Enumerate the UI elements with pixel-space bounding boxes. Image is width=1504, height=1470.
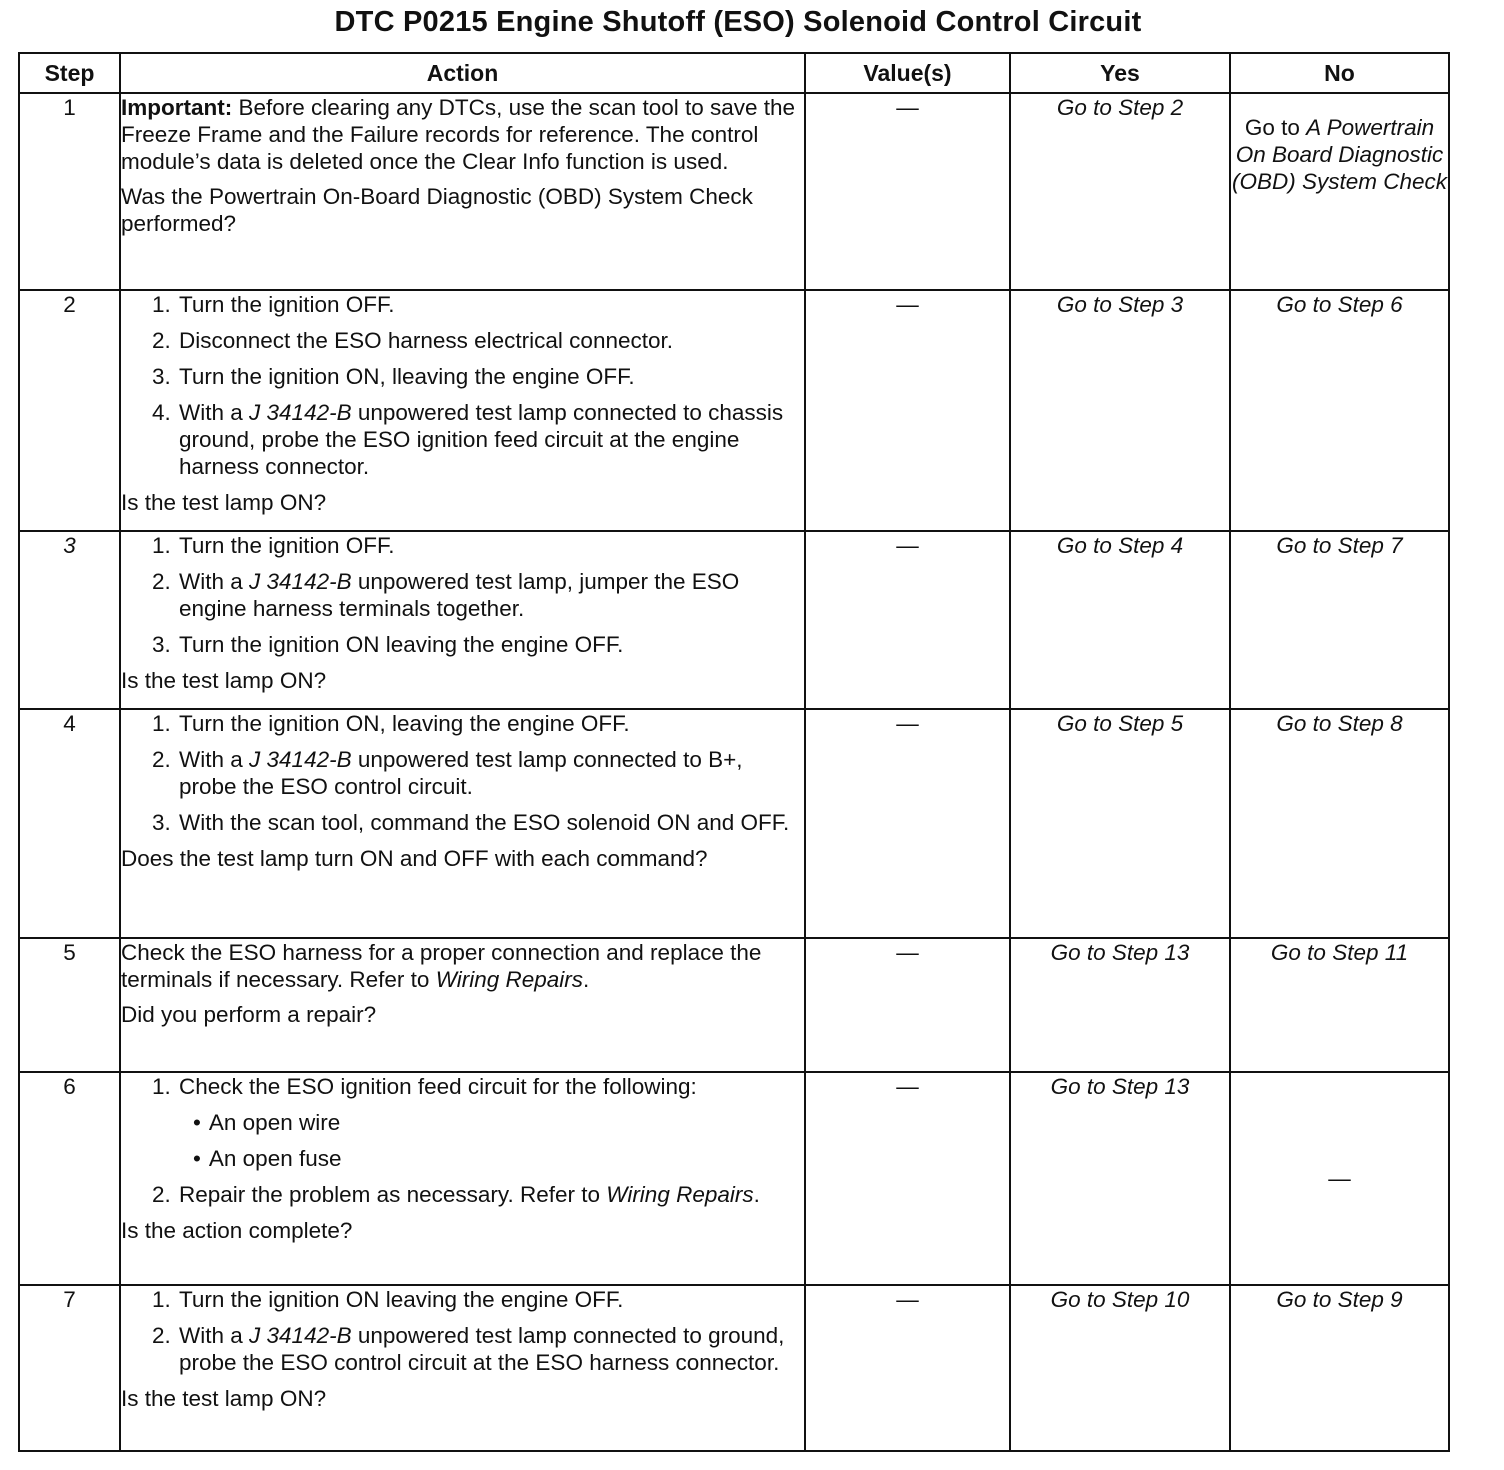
column-header-values: Value(s) bbox=[805, 53, 1010, 93]
column-header-yes: Yes bbox=[1010, 53, 1230, 93]
item-text: With a bbox=[179, 747, 250, 772]
yes-link[interactable]: Go to Step 10 bbox=[1010, 1285, 1230, 1451]
reference-text: Wiring Repairs bbox=[606, 1182, 754, 1207]
value-cell: — bbox=[805, 709, 1010, 938]
reference-text: Wiring Repairs bbox=[435, 967, 584, 992]
value-cell: — bbox=[805, 1285, 1010, 1451]
bullet-item: • An open fuse bbox=[209, 1145, 804, 1172]
action-cell bbox=[120, 93, 805, 290]
table-row bbox=[19, 709, 1449, 938]
no-link[interactable]: Go to Step 6 bbox=[1230, 290, 1449, 531]
step-number: 2 bbox=[19, 290, 120, 531]
instruction-text: . bbox=[583, 967, 590, 992]
value-cell: — bbox=[805, 93, 1010, 290]
table-row bbox=[19, 1285, 1449, 1451]
procedure-list bbox=[121, 1286, 804, 1376]
procedure-list bbox=[121, 532, 804, 658]
column-header-step: Step bbox=[19, 53, 120, 93]
procedure-item: 3. With the scan tool, command the ESO solenoid ON and OFF. bbox=[177, 809, 804, 836]
table-row bbox=[19, 93, 1449, 290]
procedure-item: 1. Turn the ignition ON, leaving the engine OFF. bbox=[177, 710, 804, 737]
bullet-item: • An open wire bbox=[209, 1109, 804, 1136]
yes-link[interactable]: Go to Step 2 bbox=[1010, 93, 1230, 290]
procedure-item: 2. Disconnect the ESO harness electrical connector. bbox=[177, 327, 804, 354]
value-cell: — bbox=[805, 531, 1010, 709]
step-number: 3 bbox=[19, 531, 120, 709]
bullet-list bbox=[179, 1109, 804, 1172]
tool-ref: J 34142-B bbox=[249, 747, 352, 772]
item-text: . bbox=[753, 1182, 760, 1207]
yes-link[interactable]: Go to Step 13 bbox=[1010, 938, 1230, 1072]
no-link[interactable]: Go to Step 11 bbox=[1230, 938, 1449, 1072]
item-text: unpowered test lamp connected to chassis ground, probe the ESO ignition feed circuit at the engine harness connector. bbox=[179, 400, 784, 479]
step-question: Is the test lamp ON? bbox=[121, 1386, 327, 1411]
step-number: 4 bbox=[19, 709, 120, 938]
procedure-item: 3. Turn the ignition ON, lleaving the engine OFF. bbox=[177, 363, 804, 390]
step-question: Is the test lamp ON? bbox=[121, 668, 327, 693]
procedure-item bbox=[177, 1322, 804, 1376]
no-link[interactable] bbox=[1230, 93, 1449, 290]
action-cell bbox=[120, 1285, 805, 1451]
action-cell bbox=[120, 709, 805, 938]
table-row bbox=[19, 1072, 1449, 1285]
diagnostic-table bbox=[18, 52, 1450, 1452]
value-cell: — bbox=[805, 290, 1010, 531]
step-number: 6 bbox=[19, 1072, 120, 1285]
tool-ref: J 34142-B bbox=[249, 400, 352, 425]
procedure-item bbox=[177, 746, 804, 800]
table-row bbox=[19, 290, 1449, 531]
important-text: Before clearing any DTCs, use the scan tool to save the Freeze Frame and the Failure records for reference. The control module’s data is deleted once the Clear Info function is used. bbox=[121, 95, 796, 174]
no-link[interactable]: Go to Step 8 bbox=[1230, 709, 1449, 938]
procedure-item: 1. Turn the ignition OFF. bbox=[177, 532, 804, 559]
instruction-text: Check the ESO harness for a proper connection and replace the terminals if necessary. Refer to bbox=[121, 940, 762, 992]
step-number: 1 bbox=[19, 93, 120, 290]
item-text: With a bbox=[179, 400, 250, 425]
procedure-list bbox=[121, 291, 804, 480]
page-title: DTC P0215 Engine Shutoff (ESO) Solenoid Control Circuit bbox=[334, 6, 1142, 38]
no-link-prefix: Go to bbox=[1244, 115, 1307, 140]
important-label: Important: bbox=[121, 95, 233, 120]
procedure-item bbox=[177, 399, 804, 480]
step-number: 7 bbox=[19, 1285, 120, 1451]
procedure-list bbox=[121, 1073, 804, 1208]
action-cell bbox=[120, 1072, 805, 1285]
action-cell bbox=[120, 531, 805, 709]
column-header-no: No bbox=[1230, 53, 1449, 93]
procedure-item: 3. Turn the ignition ON leaving the engine OFF. bbox=[177, 631, 804, 658]
yes-link[interactable]: Go to Step 5 bbox=[1010, 709, 1230, 938]
table-row bbox=[19, 938, 1449, 1072]
item-text: unpowered test lamp connected to ground, probe the ESO control circuit at the ESO harness connector. bbox=[179, 1323, 785, 1375]
procedure-item bbox=[177, 1181, 804, 1208]
step-question: Does the test lamp turn ON and OFF with each command? bbox=[121, 846, 708, 871]
tool-ref: J 34142-B bbox=[249, 1323, 352, 1348]
no-link-ref: A Powertrain On Board Diagnostic (OBD) System Check bbox=[1231, 115, 1448, 194]
value-cell: — bbox=[805, 1072, 1010, 1285]
procedure-item bbox=[177, 568, 804, 622]
item-text: unpowered test lamp connected to B+, probe the ESO control circuit. bbox=[179, 747, 743, 799]
table-row bbox=[19, 531, 1449, 709]
procedure-list bbox=[121, 710, 804, 836]
yes-link[interactable]: Go to Step 3 bbox=[1010, 290, 1230, 531]
no-link[interactable]: Go to Step 7 bbox=[1230, 531, 1449, 709]
no-cell: — bbox=[1230, 1072, 1449, 1285]
step-question: Did you perform a repair? bbox=[121, 1002, 377, 1027]
item-text: Repair the problem as necessary. Refer to bbox=[179, 1182, 607, 1207]
procedure-item: 1. Turn the ignition OFF. bbox=[177, 291, 804, 318]
step-question: Is the action complete? bbox=[121, 1218, 353, 1243]
item-text: Check the ESO ignition feed circuit for the following: bbox=[179, 1074, 697, 1099]
item-text: With a bbox=[179, 1323, 250, 1348]
procedure-item bbox=[177, 1073, 804, 1172]
important-note bbox=[121, 94, 804, 175]
action-cell bbox=[120, 938, 805, 1072]
no-link[interactable]: Go to Step 9 bbox=[1230, 1285, 1449, 1451]
value-cell: — bbox=[805, 938, 1010, 1072]
step-question: Was the Powertrain On-Board Diagnostic (OBD) System Check performed? bbox=[121, 184, 753, 236]
yes-link[interactable]: Go to Step 4 bbox=[1010, 531, 1230, 709]
action-cell bbox=[120, 290, 805, 531]
step-number: 5 bbox=[19, 938, 120, 1072]
item-text: unpowered test lamp, jumper the ESO engine harness terminals together. bbox=[179, 569, 740, 621]
procedure-item: 1. Turn the ignition ON leaving the engine OFF. bbox=[177, 1286, 804, 1313]
item-text: With a bbox=[179, 569, 250, 594]
step-instruction bbox=[121, 939, 804, 993]
yes-link[interactable]: Go to Step 13 bbox=[1010, 1072, 1230, 1285]
table-header-row bbox=[19, 53, 1449, 93]
tool-ref: J 34142-B bbox=[249, 569, 352, 594]
step-question: Is the test lamp ON? bbox=[121, 490, 327, 515]
column-header-action: Action bbox=[120, 53, 805, 93]
